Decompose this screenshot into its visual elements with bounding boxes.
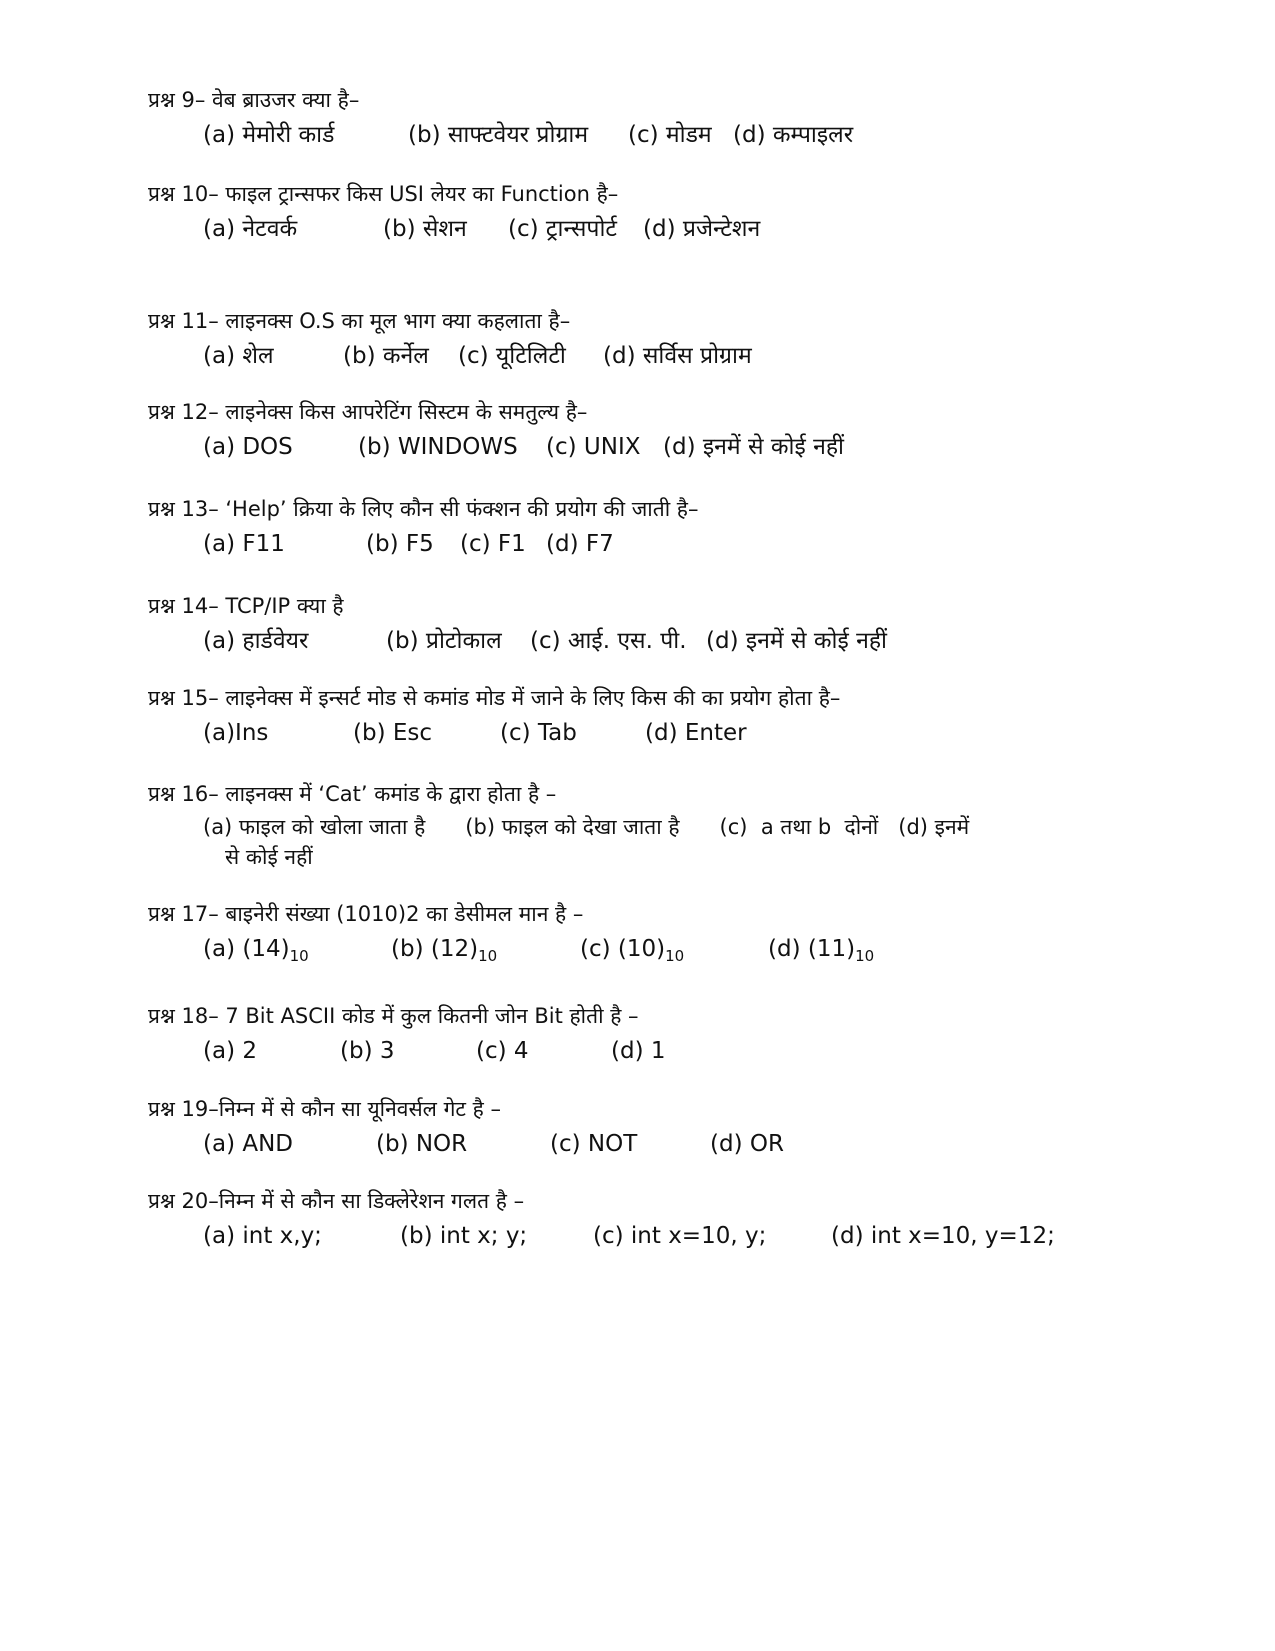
question-14 (148, 592, 1158, 658)
options-row (203, 716, 1158, 750)
question-stem: प्रश्न 15– लाइनेक्स में इन्सर्ट मोड से कमांड मोड में जाने के लिए किस की का प्रयोग होता है– (148, 686, 841, 710)
question-20 (148, 1187, 1158, 1253)
question-stem: प्रश्न 16– लाइनक्स में ‘Cat’ कमांड के द्वारा होता है – (148, 782, 557, 806)
question-12 (148, 398, 1158, 464)
option-d: (d) इनमें से कोई नहीं (663, 434, 844, 460)
option-d: (d) इनमें से कोई नहीं (706, 628, 887, 654)
option-b: (b) साफ्टवेयर प्रोग्राम (408, 122, 589, 148)
question-15 (148, 684, 1158, 750)
option-d: (d) F7 (546, 531, 614, 557)
option-a: (a) हार्डवेयर (203, 628, 309, 654)
option-d: (d) int x=10, y=12; (831, 1223, 1055, 1249)
option-b: (b) Esc (353, 720, 433, 746)
option-b: (b) प्रोटोकाल (386, 628, 502, 654)
question-stem: प्रश्न 19–निम्न में से कौन सा यूनिवर्सल गेट है – (148, 1097, 501, 1121)
option-c: (c) ट्रान्सपोर्ट (508, 216, 618, 242)
option-c: (c) $(10)_{10}$ (580, 936, 685, 965)
option-a: (a) 2 (203, 1038, 257, 1064)
option-b: (b) कर्नेल (343, 343, 429, 369)
option-a: (a) DOS (203, 434, 293, 460)
option-c: (c) यूटिलिटी (458, 343, 566, 369)
option-b: (b) F5 (366, 531, 434, 557)
options-row (203, 430, 1158, 464)
options-row (203, 624, 1158, 658)
options-row (203, 932, 1158, 966)
option-b: (b) NOR (376, 1131, 468, 1157)
options-row (203, 527, 1158, 561)
option-a: (a) F11 (203, 531, 285, 557)
question-18 (148, 1002, 1158, 1068)
question-13 (148, 495, 1158, 561)
options-line-2: से कोई नहीं (225, 845, 313, 869)
options-row (203, 812, 1158, 872)
question-stem: प्रश्न 11– लाइनक्स O.S का मूल भाग क्या कहलाता है– (148, 309, 571, 333)
question-11 (148, 307, 1158, 373)
options-row (203, 1219, 1158, 1253)
option-b: (b) 3 (340, 1038, 395, 1064)
option-c: (c) int x=10, y; (593, 1223, 767, 1249)
option-c: (c) NOT (550, 1131, 638, 1157)
question-17 (148, 900, 1158, 966)
option-d: (d) OR (710, 1131, 784, 1157)
options-row (203, 1127, 1158, 1161)
options-line-1: (a) फाइल को खोला जाता है (b) फाइल को देखा जाता है (c) a तथा b दोनों (d) इनमें (203, 815, 970, 839)
option-a: (a) शेल (203, 343, 274, 369)
question-19 (148, 1095, 1158, 1161)
option-d: (d) कम्पाइलर (733, 122, 854, 148)
options-row (203, 1034, 1158, 1068)
question-stem: प्रश्न 17– बाइनेरी संख्या (1010)2 का डेसीमल मान है – (148, 902, 584, 926)
option-a: (a) AND (203, 1131, 294, 1157)
option-a: (a) मेमोरी कार्ड (203, 122, 335, 148)
option-c: (c) मोडम (628, 122, 712, 148)
option-c: (c) आई. एस. पी. (530, 628, 687, 654)
option-b: (b) सेशन (383, 216, 467, 242)
option-a: (a) $(14)_{10}$ (203, 936, 309, 965)
option-a: (a) नेटवर्क (203, 216, 298, 242)
option-a: (a)Ins (203, 720, 269, 746)
question-stem: प्रश्न 10– फाइल ट्रान्सफर किस USI लेयर का Function है– (148, 182, 619, 206)
question-stem: प्रश्न 14– TCP/IP क्या है (148, 594, 344, 618)
question-9 (148, 86, 1158, 152)
question-stem: प्रश्न 20–निम्न में से कौन सा डिक्लेरेशन गलत है – (148, 1189, 525, 1213)
options-row (203, 212, 1158, 246)
question-10 (148, 180, 1158, 246)
option-c: (c) 4 (476, 1038, 529, 1064)
option-c: (c) Tab (500, 720, 577, 746)
option-b: (b) WINDOWS (358, 434, 518, 460)
question-stem: प्रश्न 18– 7 Bit ASCII कोड में कुल कितनी जोन Bit होती है – (148, 1004, 639, 1028)
question-stem: प्रश्न 9– वेब ब्राउजर क्या है– (148, 88, 360, 112)
option-d: (d) सर्विस प्रोग्राम (603, 343, 752, 369)
option-d: (d) $(11)_{10}$ (768, 936, 875, 965)
option-d: (d) Enter (645, 720, 747, 746)
option-c: (c) UNIX (546, 434, 641, 460)
option-b: (b) $(12)_{10}$ (391, 936, 498, 965)
options-row (203, 118, 1158, 152)
option-d: (d) प्रजेन्टेशन (643, 216, 761, 242)
option-b: (b) int x; y; (400, 1223, 528, 1249)
question-stem: प्रश्न 13– ‘Help’ क्रिया के लिए कौन सी फंक्शन की प्रयोग की जाती है– (148, 497, 699, 521)
question-stem: प्रश्न 12– लाइनेक्स किस आपरेटिंग सिस्टम के समतुल्य है– (148, 400, 588, 424)
options-row (203, 339, 1158, 373)
option-c: (c) F1 (460, 531, 526, 557)
question-16 (148, 780, 1158, 872)
option-a: (a) int x,y; (203, 1223, 322, 1249)
option-d: (d) 1 (611, 1038, 666, 1064)
